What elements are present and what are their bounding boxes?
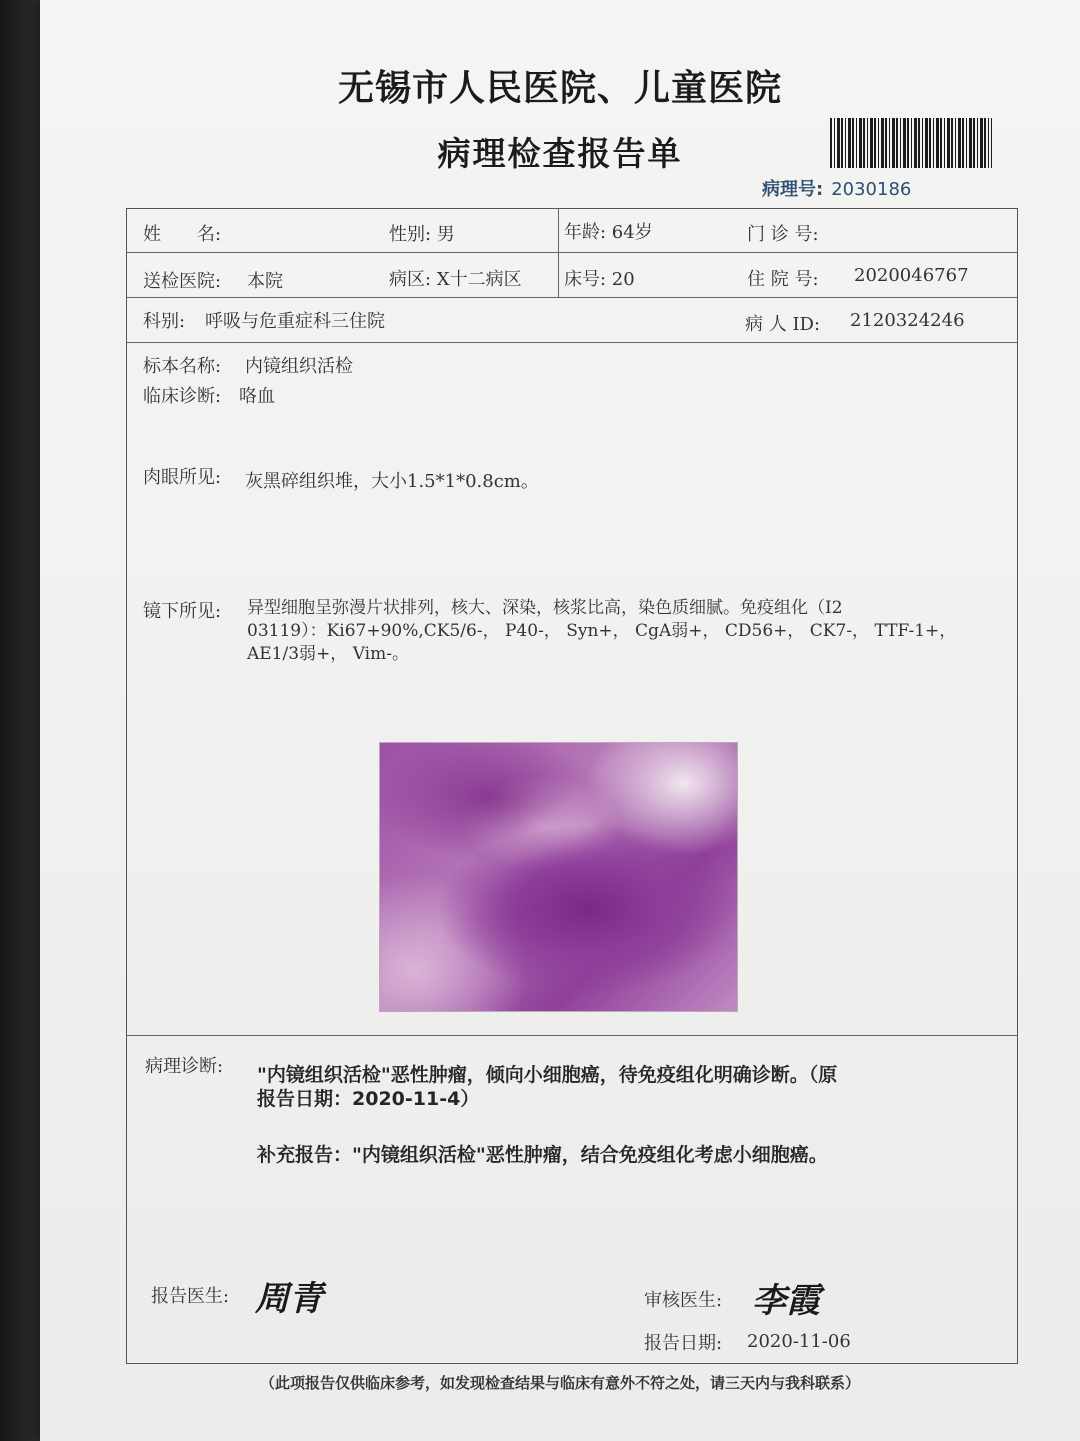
hospital-value: 本院	[247, 271, 283, 292]
patient-id-label: 病 人 ID:	[745, 314, 821, 335]
pathology-number-value: 2030186	[831, 179, 912, 200]
row-divider	[127, 342, 1017, 343]
pathology-number-label: 病理号:	[762, 179, 824, 200]
specimen-value: 内镜组织活检	[245, 356, 353, 377]
ward-field: 病区: X十二病区	[389, 269, 522, 290]
report-date-value: 2020-11-06	[747, 1331, 851, 1352]
bed-field: 床号: 20	[564, 269, 635, 290]
report-date-label: 报告日期:	[644, 1333, 723, 1354]
dept-label: 科别:	[143, 311, 186, 332]
footer-note: （此项报告仅供临床参考，如发现检查结果与临床有意外不符之处，请三天内与我科联系）	[259, 1374, 860, 1392]
hospital-name: 无锡市人民医院、儿童医院	[337, 68, 782, 109]
inpatient-value: 2020046767	[854, 265, 969, 286]
diagnosis-label: 病理诊断:	[145, 1056, 224, 1077]
report-title: 病理检查报告单	[437, 134, 683, 173]
clinical-diagnosis-label: 临床诊断:	[143, 386, 222, 407]
specimen-label: 标本名称:	[143, 356, 222, 377]
row-divider	[127, 297, 1017, 298]
histology-image	[379, 742, 738, 1012]
report-doctor-label: 报告医生:	[151, 1286, 230, 1307]
diagnosis-text	[257, 1063, 997, 1111]
name-label: 姓 名:	[143, 224, 222, 245]
dept-value: 呼吸与危重症科三住院	[205, 311, 385, 332]
inpatient-label: 住 院 号:	[747, 269, 819, 290]
micro-line: 异型细胞呈弥漫片状排列，核大、深染，核浆比高，染色质细腻。免疫组化（I2	[247, 598, 843, 618]
outpatient-label: 门 诊 号:	[747, 224, 819, 245]
clinical-diagnosis-value: 咯血	[239, 386, 275, 407]
diagnosis-line: "内镜组织活检"恶性肿瘤，倾向小细胞癌，待免疫组化明确诊断。（原	[257, 1064, 838, 1086]
supplement-report: 补充报告："内镜组织活检"恶性肿瘤，结合免疫组化考虑小细胞癌。	[257, 1144, 828, 1166]
micro-line: 03119）：Ki67+90%,CK5/6-， P40-， Syn+， CgA弱+， CD56+， CK7-， TTF-1+，	[247, 621, 957, 641]
micro-label: 镜下所见:	[143, 601, 222, 622]
row-divider	[127, 252, 1017, 253]
review-doctor-signature: 李霞	[752, 1281, 820, 1321]
sex-field: 性别: 男	[389, 224, 455, 245]
age-field: 年龄: 64岁	[564, 222, 653, 243]
row-divider	[127, 1035, 1017, 1036]
gross-label: 肉眼所见:	[143, 467, 222, 488]
micro-line: AE1/3弱+， Vim-。	[247, 644, 409, 664]
diagnosis-line: 报告日期：2020-11-4）	[257, 1088, 480, 1110]
hospital-label: 送检医院:	[143, 271, 222, 292]
barcode	[830, 118, 992, 168]
patient-id-value: 2120324246	[850, 310, 965, 331]
report-doctor-signature: 周青	[255, 1279, 323, 1319]
pathology-number	[762, 175, 911, 201]
gross-text: 灰黑碎组织堆，大小1.5*1*0.8cm。	[245, 471, 539, 492]
report-paper	[40, 0, 1080, 1441]
review-doctor-label: 审核医生:	[644, 1290, 723, 1311]
column-divider	[558, 209, 559, 297]
micro-text	[247, 597, 1007, 666]
